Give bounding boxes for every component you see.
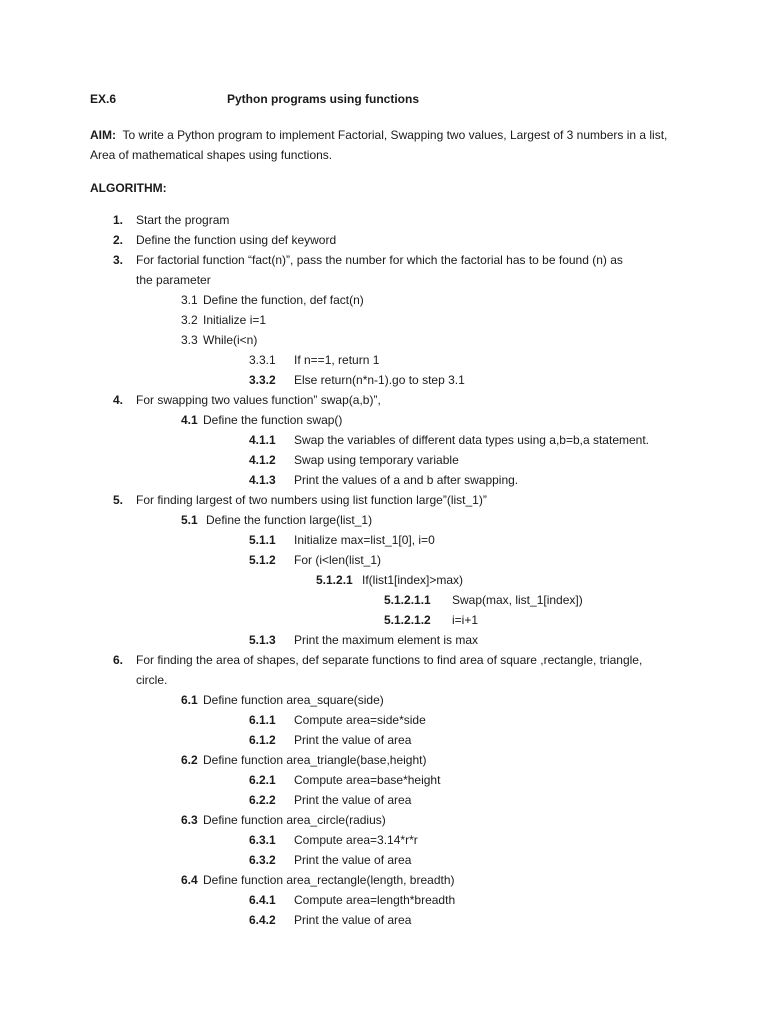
substep-text: Define function area_circle(radius) [203,813,386,827]
substep-text: Define the function, def fact(n) [203,293,364,307]
substep-number: 6.3.1 [249,833,276,847]
substep-text: For (i<len(list_1) [294,553,382,567]
substep-number: 5.1.2 [249,553,276,567]
substep-text: Initialize max=list_1[0], i=0 [294,533,435,547]
substep-text: If(list1[index]>max) [362,573,464,587]
substep-text: Swap using temporary variable [294,453,459,467]
step-text: For factorial function “fact(n)”, pass the number for which the factorial has to be found (n) as [136,253,623,267]
substep-text: Print the value of area [294,793,412,807]
substep-number: 3.2 [181,313,198,327]
step-number: 1. [113,213,124,227]
substep-number: 5.1.3 [249,633,276,647]
substep-number: 6.1.1 [249,713,276,727]
page-title: Python programs using functions [227,92,420,106]
step-number: 3. [113,253,124,267]
substep-number: 4.1.2 [249,453,276,467]
substep-number: 6.1.2 [249,733,276,747]
substep-text: Define function area_rectangle(length, breadth) [203,873,455,887]
substep-number: 6.1 [181,693,198,707]
step-number: 5. [113,493,124,507]
substep-number: 6.3 [181,813,198,827]
substep-text: Swap the variables of different data types using a,b=b,a statement. [294,433,650,447]
step-number: 2. [113,233,124,247]
step-text: Start the program [136,213,230,227]
substep-text: Else return(n*n-1).go to step 3.1 [294,373,465,387]
substep-number: 6.4.1 [249,893,276,907]
substep-text: Print the values of a and b after swapping. [294,473,519,487]
aim-text: To write a Python program to implement Factorial, Swapping two values, Largest of 3 numbers in a list, Area of mathematical shapes using functions. [90,128,668,162]
substep-number: 5.1 [181,513,198,527]
step-text: For finding the area of shapes, def separate functions to find area of square ,rectangle, triangle, [136,653,643,667]
substep-number: 5.1.1 [249,533,276,547]
substep-text: Print the value of area [294,913,412,927]
aim-label: AIM: [90,128,116,142]
substep-number: 3.3.2 [249,373,276,387]
substep-text: Compute area=3.14*r*r [294,833,418,847]
substep-number: 5.1.2.1.2 [384,613,431,627]
substep-text: Initialize i=1 [203,313,267,327]
substep-text: i=i+1 [452,613,479,627]
substep-text: If n==1, return 1 [294,353,380,367]
step-text-continued: circle. [136,673,168,687]
substep-text: Define function area_square(side) [203,693,384,707]
substep-text: Define the function large(list_1) [206,513,373,527]
substep-number: 3.1 [181,293,198,307]
substep-text: Print the value of area [294,853,412,867]
substep-text: While(i<n) [203,333,258,347]
substep-number: 4.1 [181,413,198,427]
algorithm-heading: ALGORITHM: [90,181,167,195]
substep-number: 6.2 [181,753,198,767]
substep-number: 4.1.1 [249,433,276,447]
substep-number: 6.4 [181,873,198,887]
step-number: 4. [113,393,124,407]
aim-paragraph [90,125,690,165]
substep-number: 5.1.2.1.1 [384,593,431,607]
step-text-continued: the parameter [136,273,211,287]
substep-text: Print the maximum element is max [294,633,479,647]
substep-number: 4.1.3 [249,473,276,487]
substep-number: 3.3 [181,333,198,347]
step-text: For swapping two values function” swap(a,b)”, [136,393,381,407]
substep-text: Compute area=base*height [294,773,441,787]
substep-number: 5.1.2.1 [316,573,353,587]
substep-text: Define function area_triangle(base,height) [203,753,427,767]
substep-number: 3.3.1 [249,353,276,367]
step-text: For finding largest of two numbers using list function large”(list_1)” [136,493,487,507]
substep-number: 6.2.2 [249,793,276,807]
substep-text: Compute area=length*breadth [294,893,456,907]
step-number: 6. [113,653,124,667]
substep-number: 6.3.2 [249,853,276,867]
substep-number: 6.4.2 [249,913,276,927]
substep-number: 6.2.1 [249,773,276,787]
substep-text: Swap(max, list_1[index]) [452,593,583,607]
exercise-number: EX.6 [90,92,117,106]
substep-text: Compute area=side*side [294,713,426,727]
substep-text: Define the function swap() [203,413,343,427]
substep-text: Print the value of area [294,733,412,747]
step-text: Define the function using def keyword [136,233,337,247]
